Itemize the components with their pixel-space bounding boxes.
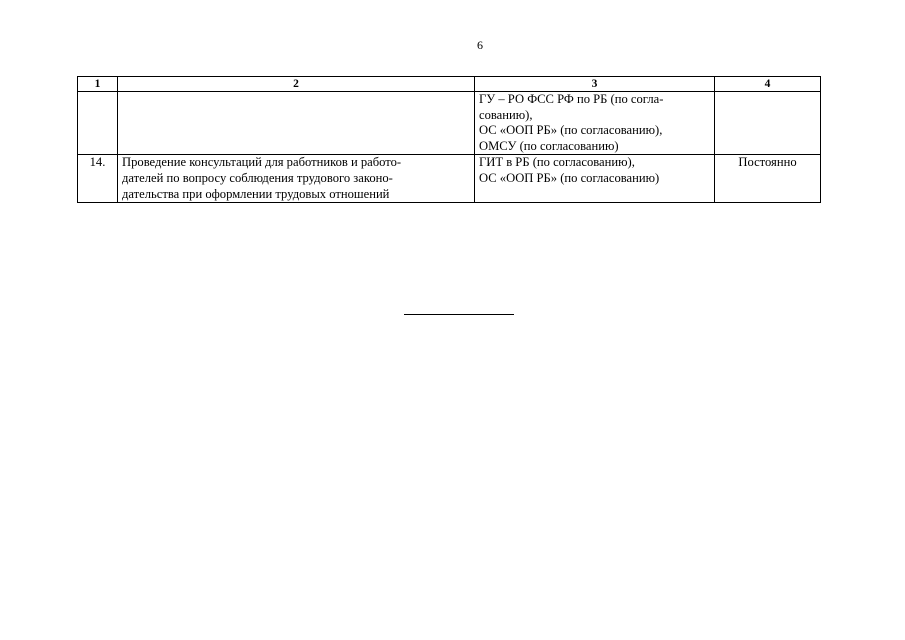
- column-header-3: 3: [475, 77, 715, 92]
- activity-cell: [118, 92, 475, 155]
- participants-line: ОС «ООП РБ» (по согласованию): [479, 170, 660, 185]
- participants-line: ОС «ООП РБ» (по согласованию),: [479, 123, 663, 138]
- participants-line: ОМСУ (по согласованию): [479, 138, 619, 153]
- participants-line: ГИТ в РБ (по согласованию),: [479, 155, 635, 170]
- activity-line: дательства при оформлении трудовых отношений: [122, 186, 390, 201]
- page-number: 6: [477, 38, 483, 52]
- column-header-4: 4: [715, 77, 821, 92]
- end-of-document-rule: [404, 314, 514, 315]
- row-number-cell: [78, 92, 118, 155]
- table-row: [78, 155, 821, 203]
- table-row: [78, 92, 821, 155]
- participants-line: сованию),: [479, 107, 533, 122]
- participants-line: ГУ – РО ФСС РФ по РБ (по согла-: [479, 92, 664, 106]
- activity-cell: [118, 155, 475, 203]
- participants-cell: [475, 155, 715, 203]
- deadline-cell: [715, 92, 821, 155]
- deadline-cell: Постоянно: [715, 155, 821, 203]
- column-header-1: 1: [78, 77, 118, 92]
- measures-table: [77, 76, 821, 203]
- activity-line: дателей по вопросу соблюдения трудового законо-: [122, 170, 393, 185]
- activity-line: Проведение консультаций для работников и работо-: [122, 155, 402, 170]
- row-number-cell: 14.: [78, 155, 118, 203]
- table-header-row: [78, 77, 821, 92]
- participants-cell: [475, 92, 715, 155]
- column-header-2: 2: [118, 77, 475, 92]
